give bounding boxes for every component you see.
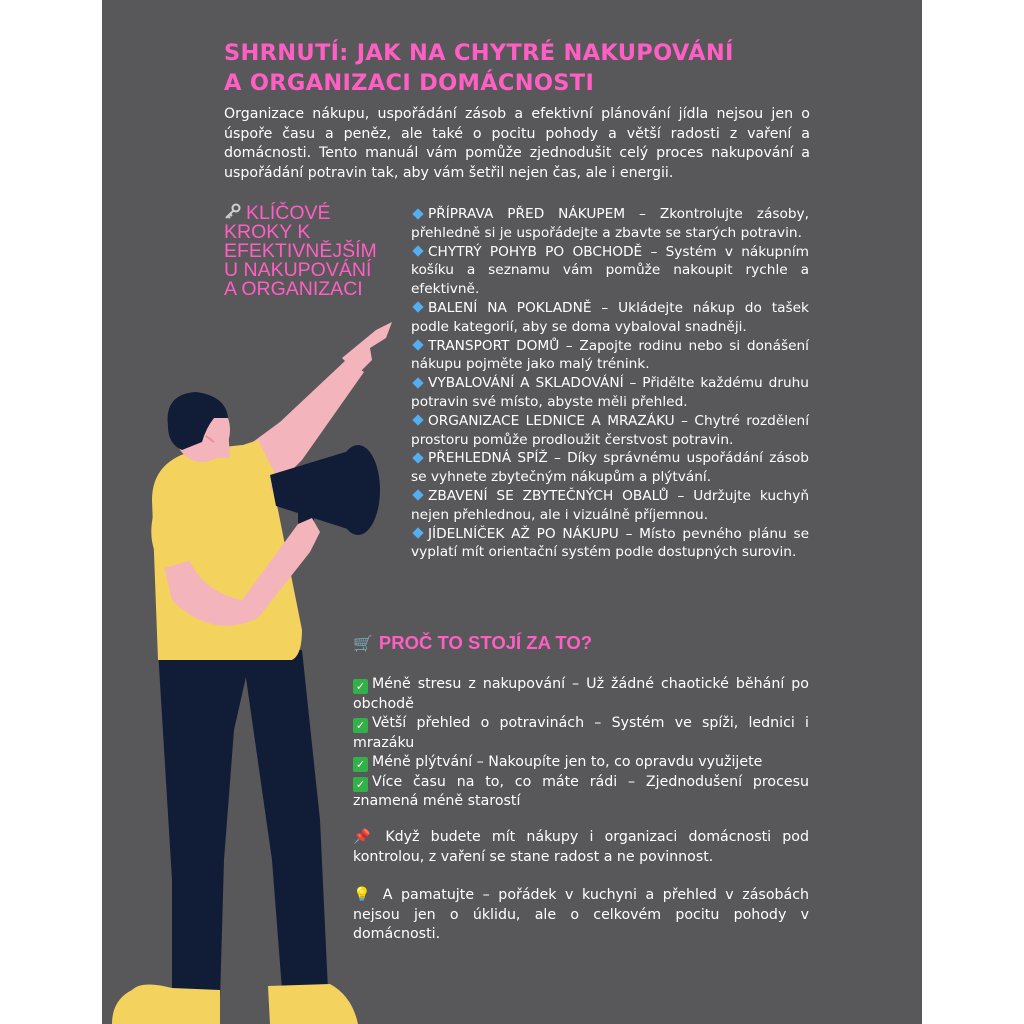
- list-item: ✓ Méně plýtvání – Nakoupíte jen to, co opravdu využijete: [353, 753, 809, 773]
- closing-note-1: 📌 Když budete mít nákupy i organizaci domácnosti pod kontrolou, z vaření se stane radost a ne povinnost.: [353, 829, 809, 865]
- key-steps-title-line: EFEKTIVNĚJŠÍM: [224, 240, 377, 262]
- list-item: PŘEHLEDNÁ SPÍŽ – Díky správnému uspořádání zásob se vyhnete zbytečným nákupům a plýtvání.: [411, 450, 809, 486]
- key-steps-title-line: KLÍČOVÉ: [246, 202, 331, 224]
- list-item: TRANSPORT DOMŮ – Zapojte rodinu nebo si donášení nákupu pojměte jako malý trénink.: [411, 337, 809, 373]
- page-panel: [102, 0, 922, 1024]
- key-steps-title-line: U NAKUPOVÁNÍ: [224, 259, 372, 281]
- check-mark-icon: ✓: [353, 679, 368, 694]
- list-item: PŘÍPRAVA PŘED NÁKUPEM – Zkontrolujte zásoby, přehledně si je uspořádejte a zbavte se starých potravin.: [411, 206, 809, 241]
- list-item: ✓ Větší přehled o potravinách – Systém ve spíži, lednici i mrazáku: [353, 715, 809, 751]
- lightbulb-icon: 💡: [353, 887, 375, 903]
- diamond-bullet-icon: [412, 245, 423, 256]
- list-item: JÍDELNÍČEK AŽ PO NÁKUPU – Místo pevného plánu se vyplatí mít orientační systém podle dostupných surovin.: [411, 525, 809, 561]
- why-heading: 🛒 PROČ TO STOJÍ ZA TO?: [353, 632, 593, 653]
- person-with-megaphone-illustration: [102, 300, 422, 1024]
- key-steps-title-line: KROKY K: [224, 221, 311, 243]
- list-item: ORGANIZACE LEDNICE A MRAZÁKU – Chytré rozdělení prostoru pomůže prodloužit čerstvost potravin.: [411, 412, 809, 448]
- list-item: ZBAVENÍ SE ZBYTEČNÝCH OBALŮ – Udržujte kuchyň nejen přehlednou, ale i vizuálně příjemnou.: [411, 487, 809, 523]
- closing-note-2: 💡 A pamatujte – pořádek v kuchyni a přehled v zásobách nejsou jen o úklidu, ale o celkovém pocitu pohody v domácnosti.: [353, 887, 809, 942]
- key-icon: [224, 203, 246, 223]
- intro-paragraph: Organizace nákupu, uspořádání zásob a efektivní plánování jídla nejsou jen o úspoře času a peněz, ale také o pocitu pohody a větší radosti z vaření a domácnosti. Tento manuál vám pomůže zjednodušit celý proces nakupování a uspořádání potravin tak, aby vám šetřil nejen čas, ale i energii.: [224, 106, 810, 181]
- list-item: ✓ Více času na to, co máte rádi – Zjednodušení procesu znamená méně starostí: [353, 773, 809, 809]
- diamond-bullet-icon: [412, 208, 423, 219]
- check-mark-icon: ✓: [353, 777, 368, 792]
- check-mark-icon: ✓: [353, 757, 368, 772]
- list-item: BALENÍ NA POKLADNĚ – Ukládejte nákup do tašek podle kategorií, aby se doma vybaloval snadněji.: [411, 299, 809, 335]
- title-line-1: SHRNUTÍ: JAK NA CHYTRÉ NAKUPOVÁNÍ: [224, 40, 734, 66]
- list-item: VYBALOVÁNÍ A SKLADOVÁNÍ – Přidělte každému druhu potravin své místo, abyste měli přehled.: [411, 375, 809, 410]
- check-mark-icon: ✓: [353, 718, 368, 733]
- list-item: ✓ Méně stresu z nakupování – Už žádné chaotické běhání po obchodě: [353, 676, 809, 712]
- page-title: [224, 38, 804, 98]
- shopping-cart-icon: 🛒: [353, 636, 373, 653]
- list-item: CHYTRÝ POHYB PO OBCHODĚ – Systém v nákupním košíku a seznamu vám pomůže nakoupit rychle a efektivně.: [411, 243, 809, 298]
- key-steps-title-line: A ORGANIZACI: [224, 278, 363, 300]
- key-steps-list: [411, 205, 809, 562]
- pushpin-icon: 📌: [353, 829, 378, 845]
- key-steps-heading: [224, 203, 402, 299]
- title-line-2: A ORGANIZACI DOMÁCNOSTI: [224, 70, 595, 96]
